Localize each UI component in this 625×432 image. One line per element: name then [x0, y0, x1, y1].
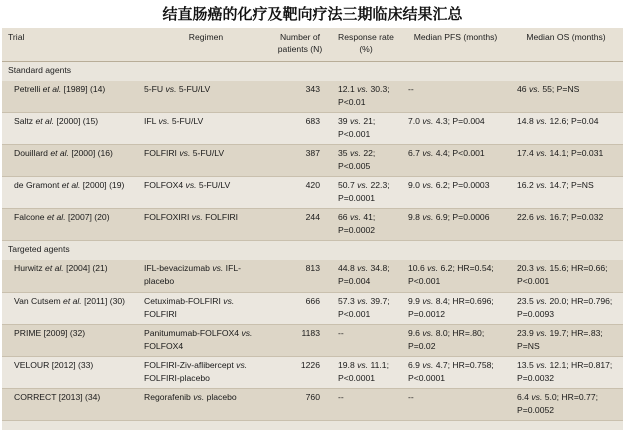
table-row [2, 113, 623, 145]
cell-regimen: Panitumumab-FOLFOX4 vs. FOLFOX4 [142, 324, 270, 356]
section-label: Standard agents [8, 64, 72, 75]
results-table-container [2, 28, 623, 430]
cell-os: 46 vs. 55; P=NS [509, 81, 623, 113]
table-row [2, 81, 623, 113]
cell-trial: PRIME [2009] (32) [2, 324, 142, 356]
cell-response: 66 vs. 41; P=0.0002 [330, 209, 402, 241]
cell-trial: Van Cutsem et al. [2011] (30) [2, 292, 142, 324]
table-row [2, 292, 623, 324]
cell-patients: 420 [270, 177, 330, 209]
cell-patients: 1183 [270, 324, 330, 356]
header-patients: Number of patients (N) [277, 32, 323, 54]
cell-trial: VELOUR [2012] (33) [2, 356, 142, 388]
cell-regimen: FOLFOX4 vs. 5-FU/LV [142, 177, 270, 209]
cell-patients: 813 [270, 260, 330, 292]
cell-pfs: 10.6 vs. 6.2; HR=0.54; P<0.001 [402, 260, 509, 292]
table-row [2, 260, 623, 292]
cell-trial: de Gramont et al. [2000] (19) [2, 177, 142, 209]
cell-trial: Hurwitz et al. [2004] (21) [2, 260, 142, 292]
cell-regimen: FOLFIRI vs. 5-FU/LV [142, 145, 270, 177]
cell-os: 17.4 vs. 14.1; P=0.031 [509, 145, 623, 177]
section-label: Targeted agents [8, 244, 70, 254]
cell-response: -- [330, 388, 402, 420]
cell-os: 13.5 vs. 12.1; HR=0.817; P=0.0032 [509, 356, 623, 388]
cell-os: 20.3 vs. 15.6; HR=0.66; P<0.001 [509, 260, 623, 292]
cell-patients: 1226 [270, 356, 330, 388]
cell-patients: 683 [270, 113, 330, 145]
cell-regimen: FOLFOXIRI vs. FOLFIRI [142, 209, 270, 241]
cell-pfs: 9.0 vs. 6.2; P=0.0003 [402, 177, 509, 209]
table-row [2, 388, 623, 420]
cell-trial: Falcone et al. [2007] (20) [2, 209, 142, 241]
cell-pfs: 6.7 vs. 4.4; P<0.001 [402, 145, 509, 177]
cell-patients: 244 [270, 209, 330, 241]
cell-trial: Petrelli et al. [1989] (14) [2, 81, 142, 113]
cell-os: 6.4 vs. 5.0; HR=0.77; P=0.0052 [509, 388, 623, 420]
cell-regimen: Regorafenib vs. placebo [142, 388, 270, 420]
header-os: Median OS (months) [526, 32, 606, 42]
cell-os: 22.6 vs. 16.7; P=0.032 [509, 209, 623, 241]
results-table [2, 28, 623, 421]
cell-patients: 343 [270, 81, 330, 113]
cell-response: 35 vs. 22; P<0.005 [330, 145, 402, 177]
header-row [2, 28, 623, 61]
cell-trial: CORRECT [2013] (34) [2, 388, 142, 420]
cell-pfs: -- [402, 81, 509, 113]
cell-regimen: 5-FU vs. 5-FU/LV [142, 81, 270, 113]
table-row [2, 356, 623, 388]
section-header [2, 61, 623, 81]
cell-regimen: FOLFIRI-Ziv-aflibercept vs. FOLFIRI-placebo [142, 356, 270, 388]
cell-trial: Douillard et al. [2000] (16) [2, 145, 142, 177]
header-regimen: Regimen [188, 32, 224, 42]
cell-pfs: 9.9 vs. 8.4; HR=0.696; P=0.0012 [402, 292, 509, 324]
cell-regimen: Cetuximab-FOLFIRI vs. FOLFIRI [142, 292, 270, 324]
cell-response: 50.7 vs. 22.3; P=0.0001 [330, 177, 402, 209]
table-row [2, 145, 623, 177]
cell-response: -- [330, 324, 402, 356]
cell-pfs: 6.9 vs. 4.7; HR=0.758; P<0.0001 [402, 356, 509, 388]
cell-os: 14.8 vs. 12.6; P=0.04 [509, 113, 623, 145]
cell-patients: 666 [270, 292, 330, 324]
cell-response: 19.8 vs. 11.1; P<0.0001 [330, 356, 402, 388]
cell-response: 39 vs. 21; P<0.001 [330, 113, 402, 145]
cell-patients: 387 [270, 145, 330, 177]
cell-response: 12.1 vs. 30.3; P<0.01 [330, 81, 402, 113]
header-response: Response rate (%) [338, 32, 394, 54]
cell-pfs: 7.0 vs. 4.3; P=0.004 [402, 113, 509, 145]
cell-regimen: IFL-bevacizumab vs. IFL-placebo [142, 260, 270, 292]
cell-pfs: 9.6 vs. 8.0; HR=.80; P=0.02 [402, 324, 509, 356]
cell-response: 57.3 vs. 39.7; P<0.001 [330, 292, 402, 324]
header-pfs: Median PFS (months) [413, 32, 498, 42]
cell-pfs: 9.8 vs. 6.9; P=0.0006 [402, 209, 509, 241]
cell-regimen: IFL vs. 5-FU/LV [142, 113, 270, 145]
cell-os: 16.2 vs. 14.7; P=NS [509, 177, 623, 209]
table-row [2, 177, 623, 209]
page-title: 结直肠癌的化疗及靶向疗法三期临床结果汇总 [162, 5, 463, 23]
cell-patients: 760 [270, 388, 330, 420]
table-row [2, 324, 623, 356]
header-trial: Trial [8, 32, 25, 42]
cell-os: 23.5 vs. 20.0; HR=0.796; P=0.0093 [509, 292, 623, 324]
cell-response: 44.8 vs. 34.8; P=0.004 [330, 260, 402, 292]
table-row [2, 209, 623, 241]
section-header [2, 241, 623, 261]
cell-pfs: -- [402, 388, 509, 420]
cell-trial: Saltz et al. [2000] (15) [2, 113, 142, 145]
cell-os: 23.9 vs. 19.7; HR=.83; P=NS [509, 324, 623, 356]
